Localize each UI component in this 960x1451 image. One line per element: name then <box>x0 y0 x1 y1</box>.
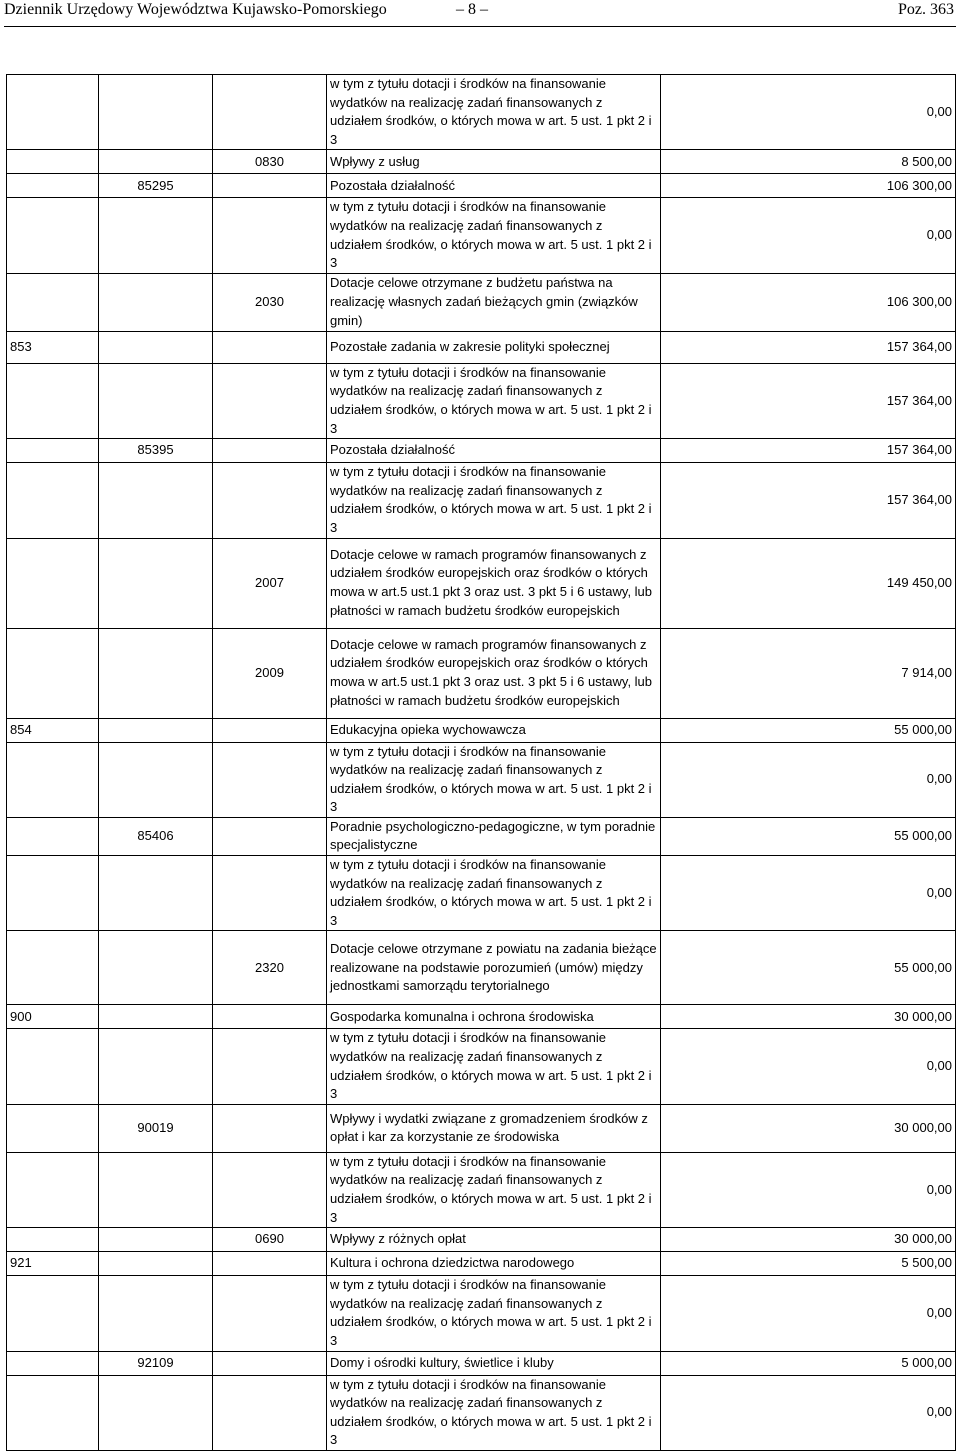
table-row <box>7 1104 956 1152</box>
table-row <box>7 331 956 363</box>
cell-paragraf: 0690 <box>213 1228 327 1252</box>
cell-paragraf <box>213 363 327 438</box>
table-row <box>7 273 956 331</box>
cell-value: 55 000,00 <box>661 817 956 855</box>
cell-dzial: 900 <box>7 1005 99 1029</box>
cell-dzial <box>7 1152 99 1227</box>
cell-paragraf <box>213 817 327 855</box>
cell-value: 7 914,00 <box>661 628 956 718</box>
cell-dzial <box>7 817 99 855</box>
cell-paragraf <box>213 742 327 817</box>
cell-name: Domy i ośrodki kultury, świetlice i kluby <box>327 1351 661 1375</box>
table-row <box>7 1351 956 1375</box>
cell-name: w tym z tytułu dotacji i środków na finansowanie wydatków na realizację zadań finansowanych z udziałem środków, o których mowa w art. 5 ust. 1 pkt 2 i 3 <box>327 1375 661 1450</box>
cell-value: 30 000,00 <box>661 1005 956 1029</box>
page-header <box>4 0 956 27</box>
journal-title: Dziennik Urzędowy Województwa Kujawsko-Pomorskiego <box>4 1 387 18</box>
cell-name: Kultura i ochrona dziedzictwa narodowego <box>327 1252 661 1276</box>
cell-value: 157 364,00 <box>661 331 956 363</box>
cell-rozdzial <box>99 1252 213 1276</box>
budget-table <box>6 74 956 1451</box>
cell-name: w tym z tytułu dotacji i środków na finansowanie wydatków na realizację zadań finansowanych z udziałem środków, o których mowa w art. 5 ust. 1 pkt 2 i 3 <box>327 363 661 438</box>
table-row <box>7 75 956 150</box>
cell-name: Wpływy i wydatki związane z gromadzeniem środków z opłat i kar za korzystanie ze środowiska <box>327 1104 661 1152</box>
cell-dzial <box>7 931 99 1005</box>
cell-paragraf <box>213 1104 327 1152</box>
table-row <box>7 1152 956 1227</box>
table-row <box>7 174 956 198</box>
cell-dzial <box>7 856 99 931</box>
table-row <box>7 463 956 538</box>
cell-dzial <box>7 1351 99 1375</box>
cell-name: Pozostała działalność <box>327 174 661 198</box>
cell-rozdzial <box>99 75 213 150</box>
table-row <box>7 150 956 174</box>
cell-paragraf <box>213 174 327 198</box>
cell-value: 0,00 <box>661 198 956 273</box>
cell-paragraf <box>213 1152 327 1227</box>
cell-name: Dotacje celowe otrzymane z budżetu państwa na realizację własnych zadań bieżących gmin (związków gmin) <box>327 273 661 331</box>
cell-value: 55 000,00 <box>661 931 956 1005</box>
cell-rozdzial: 90019 <box>99 1104 213 1152</box>
cell-paragraf: 2007 <box>213 538 327 628</box>
cell-value: 0,00 <box>661 742 956 817</box>
cell-dzial <box>7 742 99 817</box>
table-row <box>7 538 956 628</box>
cell-rozdzial <box>99 1375 213 1450</box>
cell-dzial <box>7 628 99 718</box>
cell-dzial <box>7 198 99 273</box>
table-row <box>7 856 956 931</box>
cell-name: Dotacje celowe w ramach programów finansowanych z udziałem środków europejskich oraz środków o których mowa w art.5 ust.1 pkt 3 oraz ust. 3 pkt 5 i 6 ustawy, lub płatności w ramach budżetu środków europejskich <box>327 538 661 628</box>
table-row <box>7 742 956 817</box>
table-row <box>7 1228 956 1252</box>
table-row <box>7 817 956 855</box>
cell-name: Wpływy z różnych opłat <box>327 1228 661 1252</box>
table-row <box>7 1375 956 1450</box>
cell-dzial: 921 <box>7 1252 99 1276</box>
cell-rozdzial <box>99 856 213 931</box>
page-number: – 8 – <box>456 1 488 18</box>
cell-name: w tym z tytułu dotacji i środków na finansowanie wydatków na realizację zadań finansowanych z udziałem środków, o których mowa w art. 5 ust. 1 pkt 2 i 3 <box>327 198 661 273</box>
cell-paragraf <box>213 198 327 273</box>
cell-dzial <box>7 1276 99 1351</box>
cell-dzial <box>7 1375 99 1450</box>
cell-name: Pozostałe zadania w zakresie polityki społecznej <box>327 331 661 363</box>
cell-value: 157 364,00 <box>661 363 956 438</box>
cell-dzial: 854 <box>7 718 99 742</box>
cell-paragraf <box>213 75 327 150</box>
cell-dzial <box>7 439 99 463</box>
cell-value: 0,00 <box>661 1029 956 1104</box>
cell-name: Pozostała działalność <box>327 439 661 463</box>
cell-name: Edukacyjna opieka wychowawcza <box>327 718 661 742</box>
table-row <box>7 1005 956 1029</box>
cell-value: 157 364,00 <box>661 463 956 538</box>
cell-paragraf: 2009 <box>213 628 327 718</box>
cell-value: 30 000,00 <box>661 1104 956 1152</box>
table-row <box>7 628 956 718</box>
cell-rozdzial <box>99 718 213 742</box>
cell-dzial <box>7 538 99 628</box>
cell-rozdzial <box>99 1276 213 1351</box>
cell-rozdzial <box>99 931 213 1005</box>
cell-name: w tym z tytułu dotacji i środków na finansowanie wydatków na realizację zadań finansowanych z udziałem środków, o których mowa w art. 5 ust. 1 pkt 2 i 3 <box>327 463 661 538</box>
cell-rozdzial <box>99 1228 213 1252</box>
position-number: Poz. 363 <box>898 1 954 18</box>
cell-value: 0,00 <box>661 1152 956 1227</box>
cell-rozdzial <box>99 538 213 628</box>
cell-name: Dotacje celowe w ramach programów finansowanych z udziałem środków europejskich oraz środków o których mowa w art.5 ust.1 pkt 3 oraz ust. 3 pkt 5 i 6 ustawy, lub płatności w ramach budżetu środków europejskich <box>327 628 661 718</box>
cell-paragraf <box>213 1375 327 1450</box>
cell-value: 5 500,00 <box>661 1252 956 1276</box>
cell-rozdzial: 85395 <box>99 439 213 463</box>
cell-value: 0,00 <box>661 856 956 931</box>
table-row <box>7 1252 956 1276</box>
budget-table-body <box>7 75 956 1451</box>
cell-name: w tym z tytułu dotacji i środków na finansowanie wydatków na realizację zadań finansowanych z udziałem środków, o których mowa w art. 5 ust. 1 pkt 2 i 3 <box>327 856 661 931</box>
cell-value: 157 364,00 <box>661 439 956 463</box>
cell-paragraf <box>213 331 327 363</box>
cell-paragraf <box>213 1252 327 1276</box>
cell-paragraf <box>213 1351 327 1375</box>
cell-dzial <box>7 463 99 538</box>
cell-dzial: 853 <box>7 331 99 363</box>
cell-rozdzial <box>99 1152 213 1227</box>
cell-name: w tym z tytułu dotacji i środków na finansowanie wydatków na realizację zadań finansowanych z udziałem środków, o których mowa w art. 5 ust. 1 pkt 2 i 3 <box>327 742 661 817</box>
cell-name: Gospodarka komunalna i ochrona środowiska <box>327 1005 661 1029</box>
cell-rozdzial <box>99 463 213 538</box>
cell-rozdzial <box>99 150 213 174</box>
cell-name: Dotacje celowe otrzymane z powiatu na zadania bieżące realizowane na podstawie porozumień (umów) między jednostkami samorządu terytorialnego <box>327 931 661 1005</box>
table-row <box>7 198 956 273</box>
table-row <box>7 363 956 438</box>
cell-value: 5 000,00 <box>661 1351 956 1375</box>
cell-paragraf <box>213 463 327 538</box>
cell-rozdzial <box>99 628 213 718</box>
cell-name: w tym z tytułu dotacji i środków na finansowanie wydatków na realizację zadań finansowanych z udziałem środków, o których mowa w art. 5 ust. 1 pkt 2 i 3 <box>327 1029 661 1104</box>
cell-rozdzial <box>99 363 213 438</box>
cell-rozdzial: 92109 <box>99 1351 213 1375</box>
cell-rozdzial <box>99 198 213 273</box>
cell-value: 0,00 <box>661 1276 956 1351</box>
cell-paragraf <box>213 856 327 931</box>
cell-rozdzial <box>99 331 213 363</box>
cell-rozdzial <box>99 1005 213 1029</box>
cell-value: 106 300,00 <box>661 273 956 331</box>
cell-name: w tym z tytułu dotacji i środków na finansowanie wydatków na realizację zadań finansowanych z udziałem środków, o których mowa w art. 5 ust. 1 pkt 2 i 3 <box>327 75 661 150</box>
cell-paragraf <box>213 1029 327 1104</box>
cell-value: 0,00 <box>661 75 956 150</box>
table-row <box>7 931 956 1005</box>
cell-dzial <box>7 273 99 331</box>
table-row <box>7 439 956 463</box>
cell-dzial <box>7 1228 99 1252</box>
cell-paragraf <box>213 718 327 742</box>
cell-dzial <box>7 75 99 150</box>
cell-value: 55 000,00 <box>661 718 956 742</box>
cell-paragraf: 2320 <box>213 931 327 1005</box>
cell-rozdzial: 85406 <box>99 817 213 855</box>
cell-paragraf <box>213 1005 327 1029</box>
cell-name: Wpływy z usług <box>327 150 661 174</box>
cell-rozdzial: 85295 <box>99 174 213 198</box>
cell-name: w tym z tytułu dotacji i środków na finansowanie wydatków na realizację zadań finansowanych z udziałem środków, o których mowa w art. 5 ust. 1 pkt 2 i 3 <box>327 1152 661 1227</box>
cell-value: 0,00 <box>661 1375 956 1450</box>
table-row <box>7 1029 956 1104</box>
cell-dzial <box>7 363 99 438</box>
cell-dzial <box>7 1104 99 1152</box>
cell-value: 106 300,00 <box>661 174 956 198</box>
cell-name: w tym z tytułu dotacji i środków na finansowanie wydatków na realizację zadań finansowanych z udziałem środków, o których mowa w art. 5 ust. 1 pkt 2 i 3 <box>327 1276 661 1351</box>
cell-dzial <box>7 150 99 174</box>
cell-rozdzial <box>99 742 213 817</box>
cell-dzial <box>7 174 99 198</box>
table-row <box>7 1276 956 1351</box>
cell-paragraf: 0830 <box>213 150 327 174</box>
cell-dzial <box>7 1029 99 1104</box>
cell-paragraf: 2030 <box>213 273 327 331</box>
cell-paragraf <box>213 1276 327 1351</box>
cell-value: 30 000,00 <box>661 1228 956 1252</box>
cell-value: 8 500,00 <box>661 150 956 174</box>
cell-value: 149 450,00 <box>661 538 956 628</box>
cell-rozdzial <box>99 273 213 331</box>
cell-rozdzial <box>99 1029 213 1104</box>
cell-paragraf <box>213 439 327 463</box>
table-row <box>7 718 956 742</box>
cell-name: Poradnie psychologiczno-pedagogiczne, w tym poradnie specjalistyczne <box>327 817 661 855</box>
